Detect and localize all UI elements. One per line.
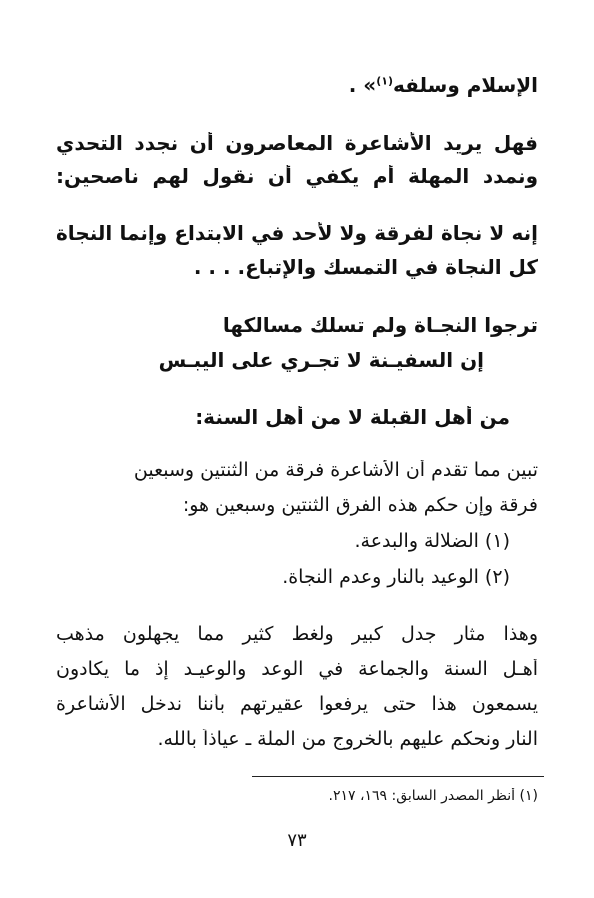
list-item-2: (٢) الوعيد بالنار وعدم النجاة.: [282, 567, 510, 588]
text-line-1: [56, 74, 538, 97]
page-number: ٧٣: [287, 830, 307, 851]
text-line-1-end: » .: [348, 74, 377, 97]
section-heading: من أهل القبلة لا من أهل السنة:: [195, 406, 510, 429]
text-line-16: النار ونحكم عليهم بالخروج من الملة ـ عياذاً بالله.: [157, 729, 538, 750]
footnote-divider: [252, 776, 544, 777]
text-line-2: فهل يريد الأشاعرة المعاصرون أن نجدد التحدي: [56, 132, 538, 155]
text-line-9: تبين مما تقدم أن الأشاعرة فرقة من الثنتين وسبعين: [133, 460, 538, 481]
poem-verse-2: إن السفيـنة لا تجـري على اليبـس: [158, 349, 484, 372]
text-line-4: إنه لا نجاة لفرقة ولا لأحد في الابتداع وإنما النجاة: [56, 222, 538, 245]
text-line-1-main: الإسلام وسلفه: [392, 74, 538, 97]
text-line-13: وهذا مثار جدل كبير ولغط كثير مما يجهلون مذهب: [56, 624, 538, 645]
text-line-14: أهـل السنة والجماعة في الوعد والوعيـد إذ ما يكادون: [56, 659, 538, 680]
text-line-3: ونمدد المهلة أم يكفي أن نقول لهم ناصحين:: [56, 165, 538, 188]
text-line-15: يسمعون هذا حتى يرفعوا عقيرتهم بأننا ندخل الأشاعرة: [56, 694, 538, 715]
list-item-1: (١) الضلالة والبدعة.: [354, 531, 510, 552]
text-line-5: كل النجاة في التمسك والإتباع. . . .: [193, 256, 538, 279]
footnote-ref: (١): [376, 74, 393, 88]
footnote-text: (١) أنظر المصدر السابق: ١٦٩، ٢١٧.: [328, 788, 538, 804]
poem-verse-1: ترجوا النجـاة ولم تسلك مسالكها: [222, 314, 538, 337]
text-line-10: فرقة وإن حكم هذه الفرق الثنتين وسبعين هو:: [182, 495, 538, 516]
